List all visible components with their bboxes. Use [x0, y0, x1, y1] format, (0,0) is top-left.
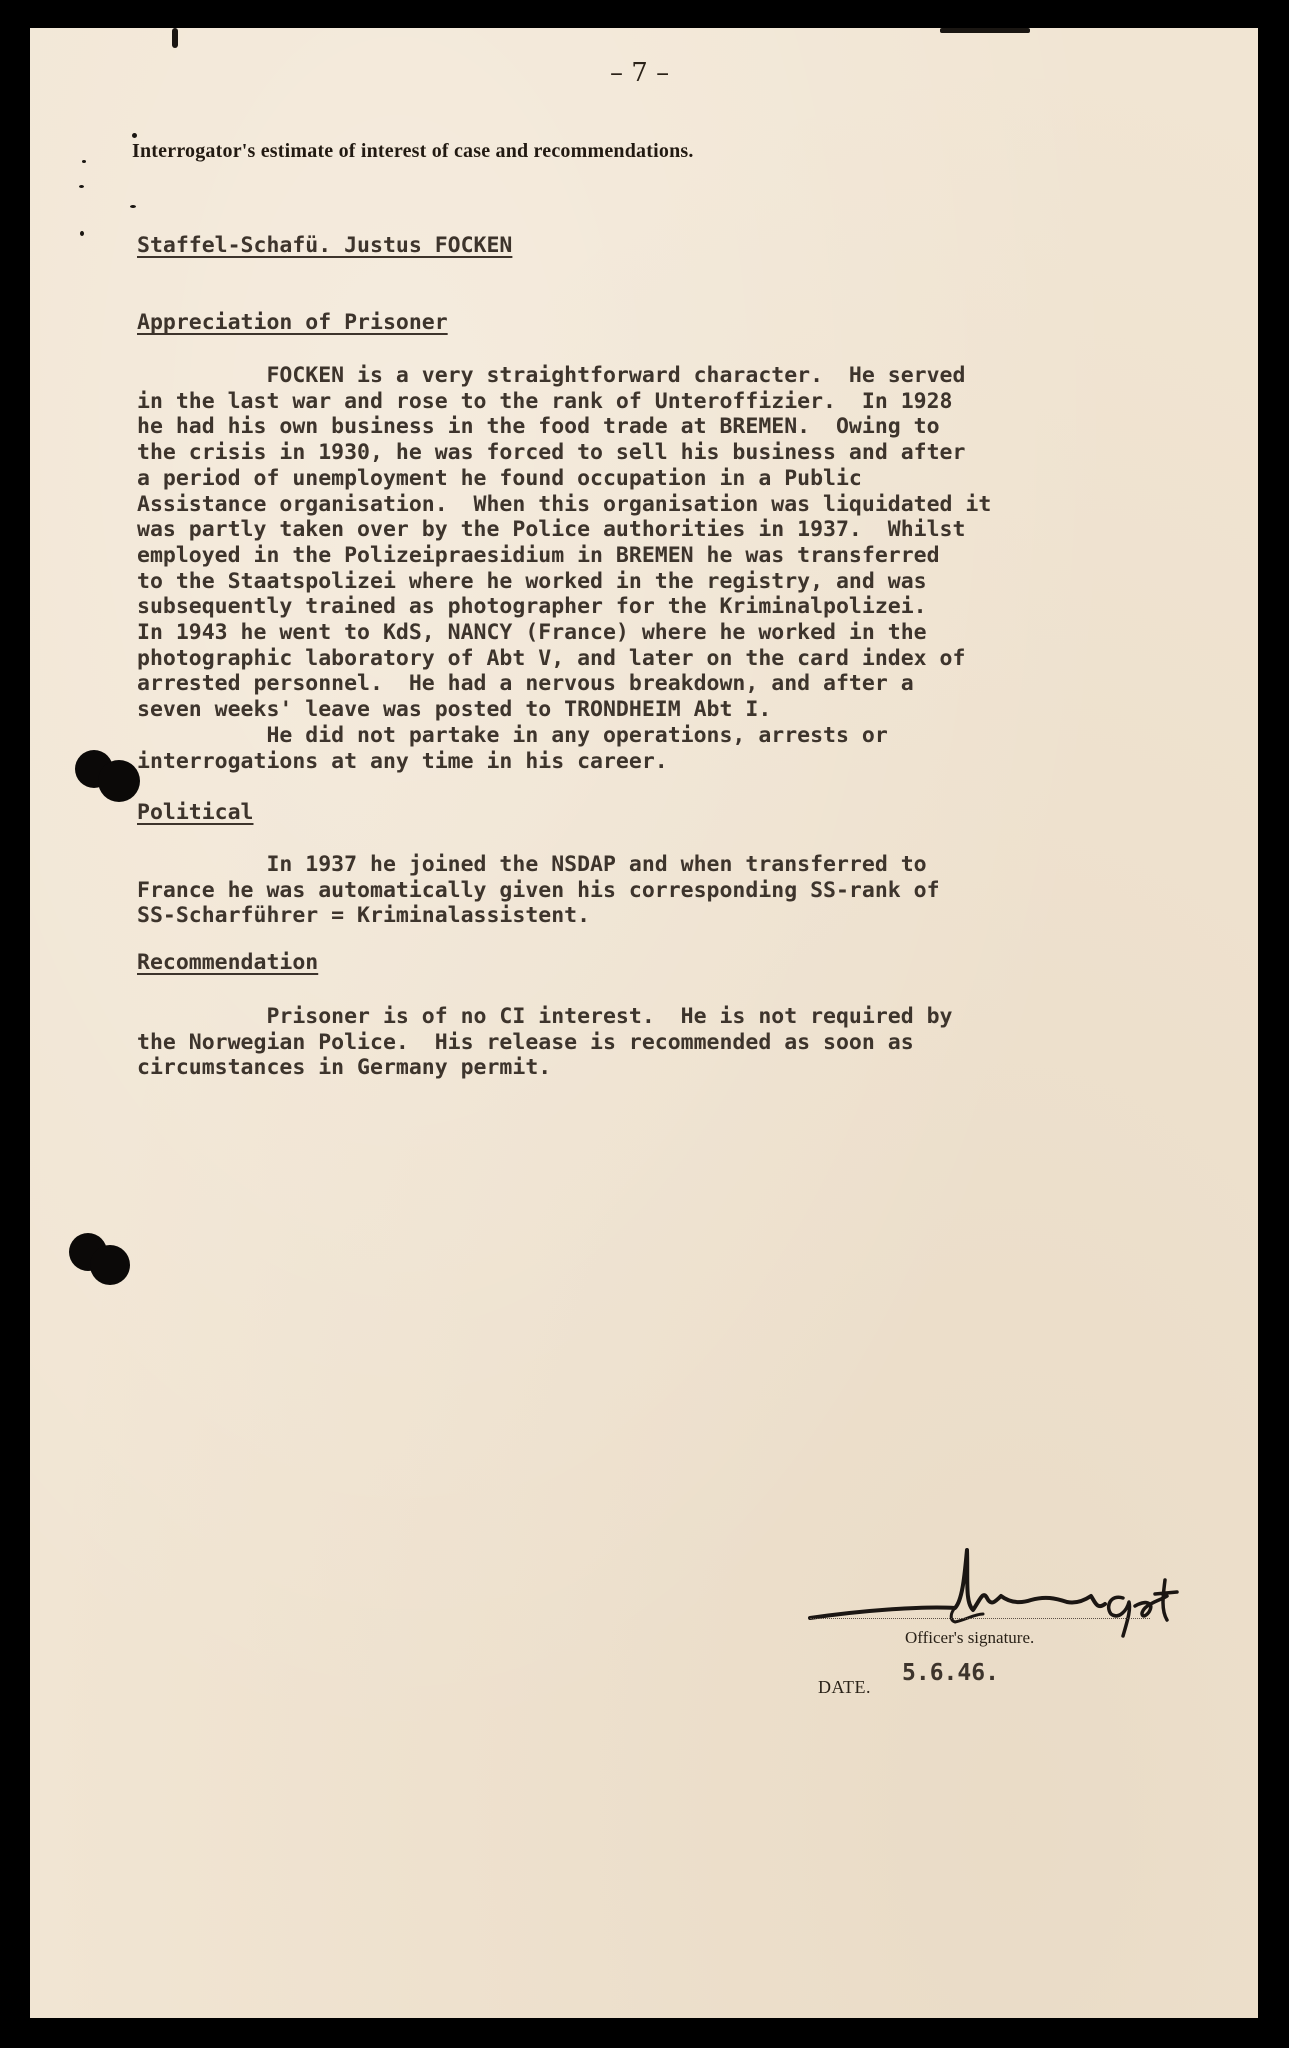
signature-caption: Officer's signature. [905, 1628, 1035, 1647]
political-body: In 1937 he joined the NSDAP and when transferred to France he was automatically given his corresponding SS-rank of SS-Scharführer = Kriminalassistent. [137, 852, 940, 929]
political-title: Political [137, 800, 254, 825]
punch-hole-upper [70, 745, 146, 805]
signature-line [810, 1618, 1150, 1619]
appreciation-body: FOCKEN is a very straightforward character. He served in the last war and rose to the rank of Unteroffizier. In 1928 he had his own business in the food trade at BREMEN. Owing to the crisis in 1930, he was forced to sell his business and after a period of unemployment he found occupation in a Public Assistance organisation. When this organisation was liquidated it was partly taken over by the Police authorities in 1937. Whilst employed in the Polizeipraesidium in BREMEN he was transferred to the Staatspolizei where he worked in the registry, and was subsequently trained as photographer for the Kriminalpolizei. In 1943 he went to KdS, NANCY (France) where he worked in the photographic laboratory of Abt V, and later on the card index of arrested personnel. He had a nervous breakdown, and after a seven weeks' leave was posted to TRONDHEIM Abt I. He did not partake in any operations, arrests or interrogations at any time in his career. [137, 363, 992, 774]
date-value: 5.6.46. [902, 1660, 999, 1686]
page-number: – 7 – [610, 58, 670, 88]
section-heading: Interrogator's estimate of interest of case and recommendations. [132, 140, 694, 162]
punch-hole-lower [64, 1230, 140, 1290]
date-label: DATE. [818, 1677, 871, 1697]
recommendation-body: Prisoner is of no CI interest. He is not required by the Norwegian Police. His release is recommended as soon as circumstances in Germany permit. [137, 1004, 953, 1081]
appreciation-title: Appreciation of Prisoner [137, 310, 448, 335]
officer-name: Staffel-Schafü. Justus FOCKEN [137, 233, 513, 258]
recommendation-title: Recommendation [137, 950, 319, 975]
